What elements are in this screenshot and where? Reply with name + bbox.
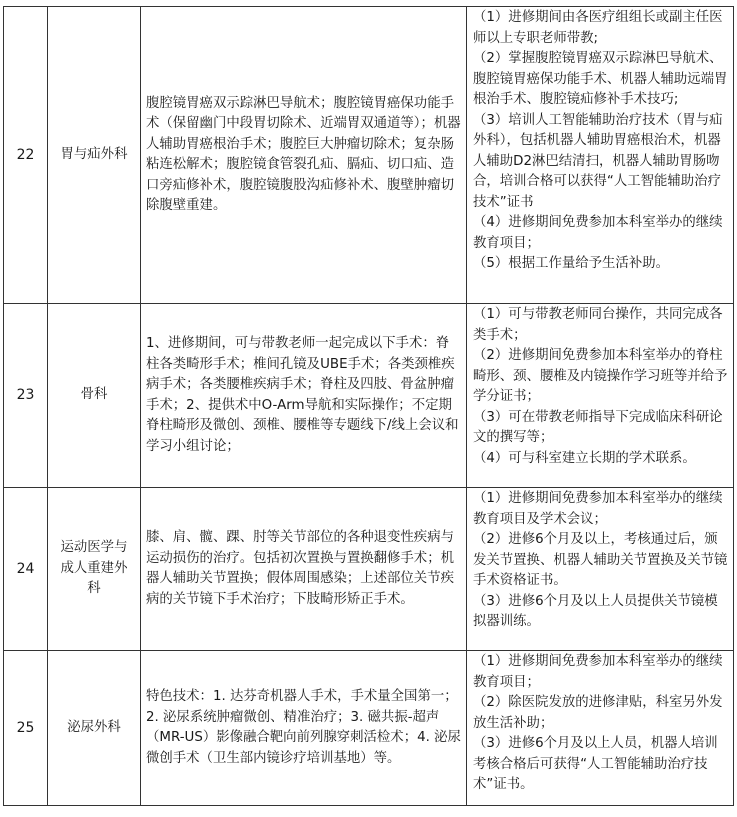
- benefit-item: （2）进修期间免费参加本科室举办的脊柱畸形、颈、腰椎及内镜操作学习班等并给予学分证书；: [473, 348, 728, 404]
- training-content: 膝、肩、髋、踝、肘等关节部位的各种退变性疾病与运动损伤的治疗。包括初次置换与置换翻修手术；机器人辅助关节置换；假体周围感染；上述部位关节疾病的关节镜下手术治疗；下肢畸形矫正手术。: [141, 488, 467, 651]
- benefit-item: （1）进修期间由各医疗组组长或副主任医师以上专职老师带教;: [473, 10, 723, 46]
- row-number: 25: [4, 651, 48, 806]
- benefit-item: （3）进修6个月及以上人员提供关节镜模拟器训练。: [473, 593, 718, 629]
- benefit-item: （1）进修期间免费参加本科室举办的继续教育项目及学术会议；: [473, 491, 723, 527]
- table-row: [4, 488, 734, 651]
- benefits-list: [467, 651, 734, 806]
- row-number: 24: [4, 488, 48, 651]
- training-content: 1、进修期间，可与带教老师一起完成以下手术：脊柱各类畸形手术；椎间孔镜及UBE手术；各类颈椎疾病手术；各类腰椎疾病手术；脊柱及四肢、骨盆肿瘤手术；2、提供术中O-Arm导航和实际操作；不定期脊柱畸形及微创、颈椎、腰椎等专题线下/线上会议和学习小组讨论；: [141, 304, 467, 488]
- table-row: [4, 304, 734, 488]
- benefits-list: [467, 488, 734, 651]
- table-row: [4, 651, 734, 806]
- training-content: 腹腔镜胃癌双示踪淋巴导航术；腹腔镜胃癌保功能手术（保留幽门中段胃切除术、近端胃双通道等）；机器人辅助胃癌根治手术；腹腔巨大肿瘤切除术；复杂肠粘连松解术；腹腔镜食管裂孔疝、膈疝、切口疝、造口旁疝修补术，腹腔镜腹股沟疝修补术、腹壁肿瘤切除腹壁重建。: [141, 7, 467, 304]
- department-name: 运动医学与 成人重建外 科: [48, 488, 141, 651]
- department-name: 骨科: [48, 304, 141, 488]
- benefit-item: （4）进修期间免费参加本科室举办的继续教育项目；: [473, 215, 723, 251]
- training-content: 特色技术：1. 达芬奇机器人手术，手术量全国第一；2. 泌尿系统肿瘤微创、精准治疗；3. 磁共振-超声（MR-US）影像融合靶向前列腺穿刺活检术；4. 泌尿微创手术（卫生部内镜诊疗培训基地）等。: [141, 651, 467, 806]
- benefit-item: （4）可与科室建立长期的学术联系。: [473, 450, 696, 466]
- benefit-item: （2）除医院发放的进修津贴，科室另外发放生活补助；: [473, 695, 723, 731]
- course-table: [3, 6, 734, 806]
- benefit-item: （2）掌握腹腔镜胃癌双示踪淋巴导航术、腹腔镜胃癌保功能手术、机器人辅助远端胃根治手术、腹腔镜疝修补手术技巧;: [473, 51, 728, 107]
- department-name: 胃与疝外科: [48, 7, 141, 304]
- benefit-item: （1）可与带教老师同台操作，共同完成各类手术；: [473, 307, 723, 343]
- department-name: 泌尿外科: [48, 651, 141, 806]
- course-table-page: [0, 6, 737, 817]
- table-row: [4, 7, 734, 304]
- row-number: 22: [4, 7, 48, 304]
- row-number: 23: [4, 304, 48, 488]
- benefit-item: （3）可在带教老师指导下完成临床科研论文的撰写等；: [473, 409, 723, 445]
- benefit-item: （2）进修6个月及以上，考核通过后，颁发关节置换、机器人辅助关节置换及关节镜手术资格证书。: [473, 532, 728, 588]
- benefit-item: （3）进修6个月及以上人员，机器人培训考核合格后可获得“人工智能辅助治疗技术”证书。: [473, 736, 718, 792]
- benefits-list: [467, 7, 734, 304]
- benefit-item: （5）根据工作量给予生活补助。: [473, 256, 669, 271]
- benefit-item: （3）培训人工智能辅助治疗技术（胃与疝外科），包括机器人辅助胃癌根治术，机器人辅助D2淋巴结清扫，机器人辅助胃肠吻合，培训合格可以获得“人工智能辅助治疗技术”证书: [473, 112, 723, 210]
- benefit-item: （1）进修期间免费参加本科室举办的继续教育项目；: [473, 654, 723, 690]
- benefits-list: [467, 304, 734, 488]
